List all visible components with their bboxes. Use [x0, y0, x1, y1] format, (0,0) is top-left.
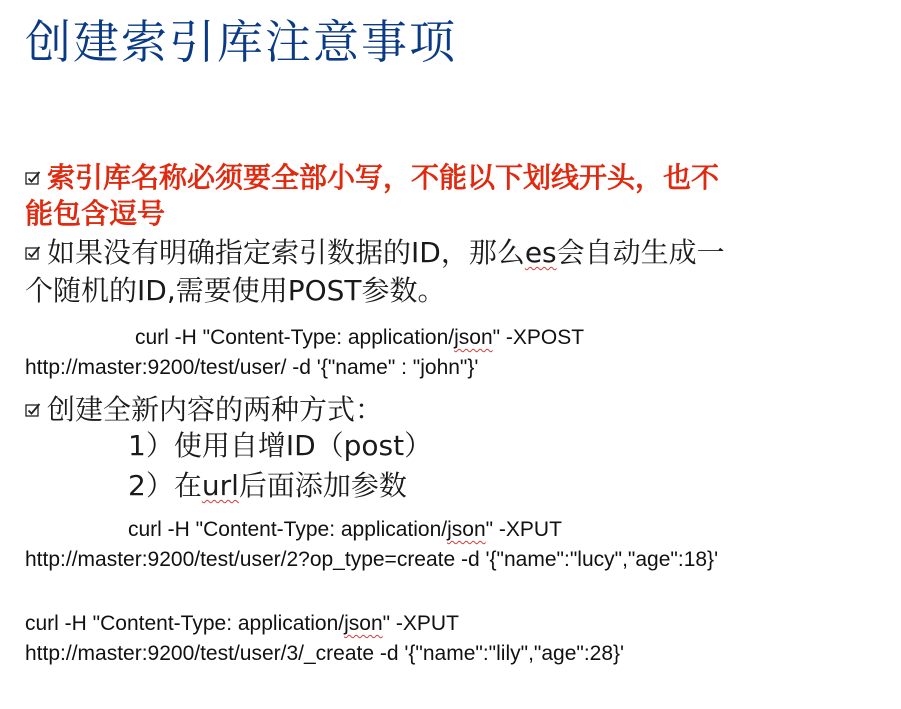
code-post-line-1-post: " -XPOST: [492, 326, 585, 349]
method-2: [128, 468, 407, 504]
method-1: 1）使用自增ID（post）: [128, 429, 433, 462]
method-2-url: url: [201, 469, 239, 502]
code-post-line-1: [135, 324, 584, 352]
code-put2-line-1-pre: curl -H "Content-Type: application/: [25, 612, 345, 635]
code-put2-line-1: [25, 610, 459, 638]
code-put1-line-1-pre: curl -H "Content-Type: application/: [128, 518, 448, 541]
code-put1-line-2: http://master:9200/test/user/2?op_type=create -d '{"name":"lucy","age":18}': [25, 548, 719, 571]
bullet-2-line-1: [25, 235, 725, 271]
bullet-2-text-post: 会自动生成一: [556, 236, 725, 269]
method-2-pre: 2）在: [128, 469, 202, 502]
bullet-2-line-2: 个随机的ID,需要使用POST参数。: [25, 274, 446, 307]
checkbox-check-icon: [25, 170, 41, 186]
code-put1-line-1-json: json: [447, 518, 486, 541]
slide-title: 创建索引库注意事项: [25, 15, 457, 69]
bullet-3-text: 创建全新内容的两种方式：: [47, 393, 384, 426]
code-post-line-2: http://master:9200/test/user/ -d '{"name" : "john"}': [25, 356, 479, 379]
code-put2-line-1-post: " -XPUT: [382, 612, 459, 635]
code-post-line-1-json: json: [454, 326, 493, 349]
checkbox-check-icon: [25, 402, 41, 418]
bullet-2-text-es: es: [524, 236, 557, 269]
code-put1-line-1: [128, 516, 562, 544]
bullet-1-text: 索引库名称必须要全部小写，不能以下划线开头，也不: [47, 161, 720, 194]
checkbox-check-icon: [25, 245, 41, 261]
method-2-post: 后面添加参数: [238, 469, 407, 502]
code-put2-line-2: http://master:9200/test/user/3/_create -d '{"name":"lily","age":28}': [25, 642, 625, 665]
code-post-line-1-pre: curl -H "Content-Type: application/: [135, 326, 455, 349]
bullet-2-text-pre: 如果没有明确指定索引数据的ID，那么: [47, 236, 525, 269]
bullet-3-line-1: [25, 392, 383, 428]
bullet-1-line-2: 能包含逗号: [25, 197, 166, 230]
code-put1-line-1-post: " -XPUT: [485, 518, 562, 541]
bullet-1-line-1: [25, 160, 719, 196]
code-put2-line-1-json: json: [344, 612, 383, 635]
